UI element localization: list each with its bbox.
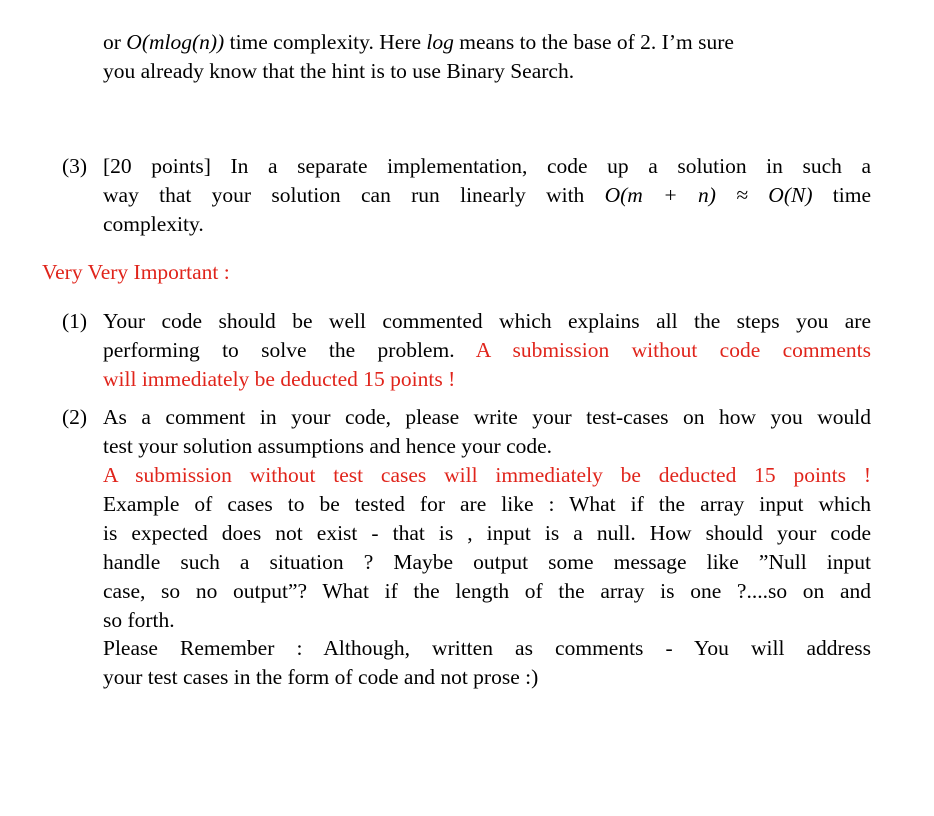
deduction-warning-comments: A submission without code comments	[454, 338, 871, 362]
important-item-1-line-3: will immediately be deducted 15 points !	[103, 367, 456, 391]
important-item-1-line-2: performing to solve the problem. A submission without code comments	[103, 338, 871, 362]
important-item-2-number: (2)	[62, 405, 88, 429]
deduction-warning-test-cases: A submission without test cases will immediately be deducted 15 points !	[103, 463, 871, 487]
item-3-line-1: [20 points] In a separate implementation, code up a solution in such a	[103, 154, 871, 178]
important-item-2-line-9: Please Remember : Although, written as comments - You will address	[103, 636, 871, 660]
intro-line-2: you already know that the hint is to use Binary Search.	[103, 59, 575, 83]
important-item-2-line-2: test your solution assumptions and hence your code.	[103, 434, 553, 458]
important-item-1-number: (1)	[62, 309, 88, 333]
log-term: log	[426, 30, 454, 54]
item-3-line-2: way that your solution can run linearly with O(m + n) ≈ O(N) time	[103, 183, 872, 207]
item-3-line-3: complexity.	[103, 212, 204, 236]
important-item-2-line-10: your test cases in the form of code and not prose :)	[103, 665, 539, 689]
important-heading: Very Very Important :	[42, 260, 230, 284]
big-o-linear: O(m + n) ≈ O(N)	[604, 183, 813, 207]
important-item-2-line-5: is expected does not exist - that is , input is a null. How should your code	[103, 521, 871, 545]
important-item-2-line-8: so forth.	[103, 608, 175, 632]
important-item-2-line-7: case, so no output”? What if the length of the array is one ?....so on and	[103, 579, 871, 603]
important-item-1-line-1: Your code should be well commented which explains all the steps you are	[103, 309, 871, 333]
big-o-mlogn: O(mlog(n))	[126, 30, 225, 54]
item-3-number: (3)	[62, 154, 88, 178]
intro-line-1: or O(mlog(n)) time complexity. Here log means to the base of 2. I’m sure	[103, 30, 734, 54]
important-item-2-line-6: handle such a situation ? Maybe output some message like ”Null input	[103, 550, 871, 574]
important-item-2-line-1: As a comment in your code, please write your test-cases on how you would	[103, 405, 871, 429]
important-item-2-line-4: Example of cases to be tested for are like : What if the array input which	[103, 492, 871, 516]
